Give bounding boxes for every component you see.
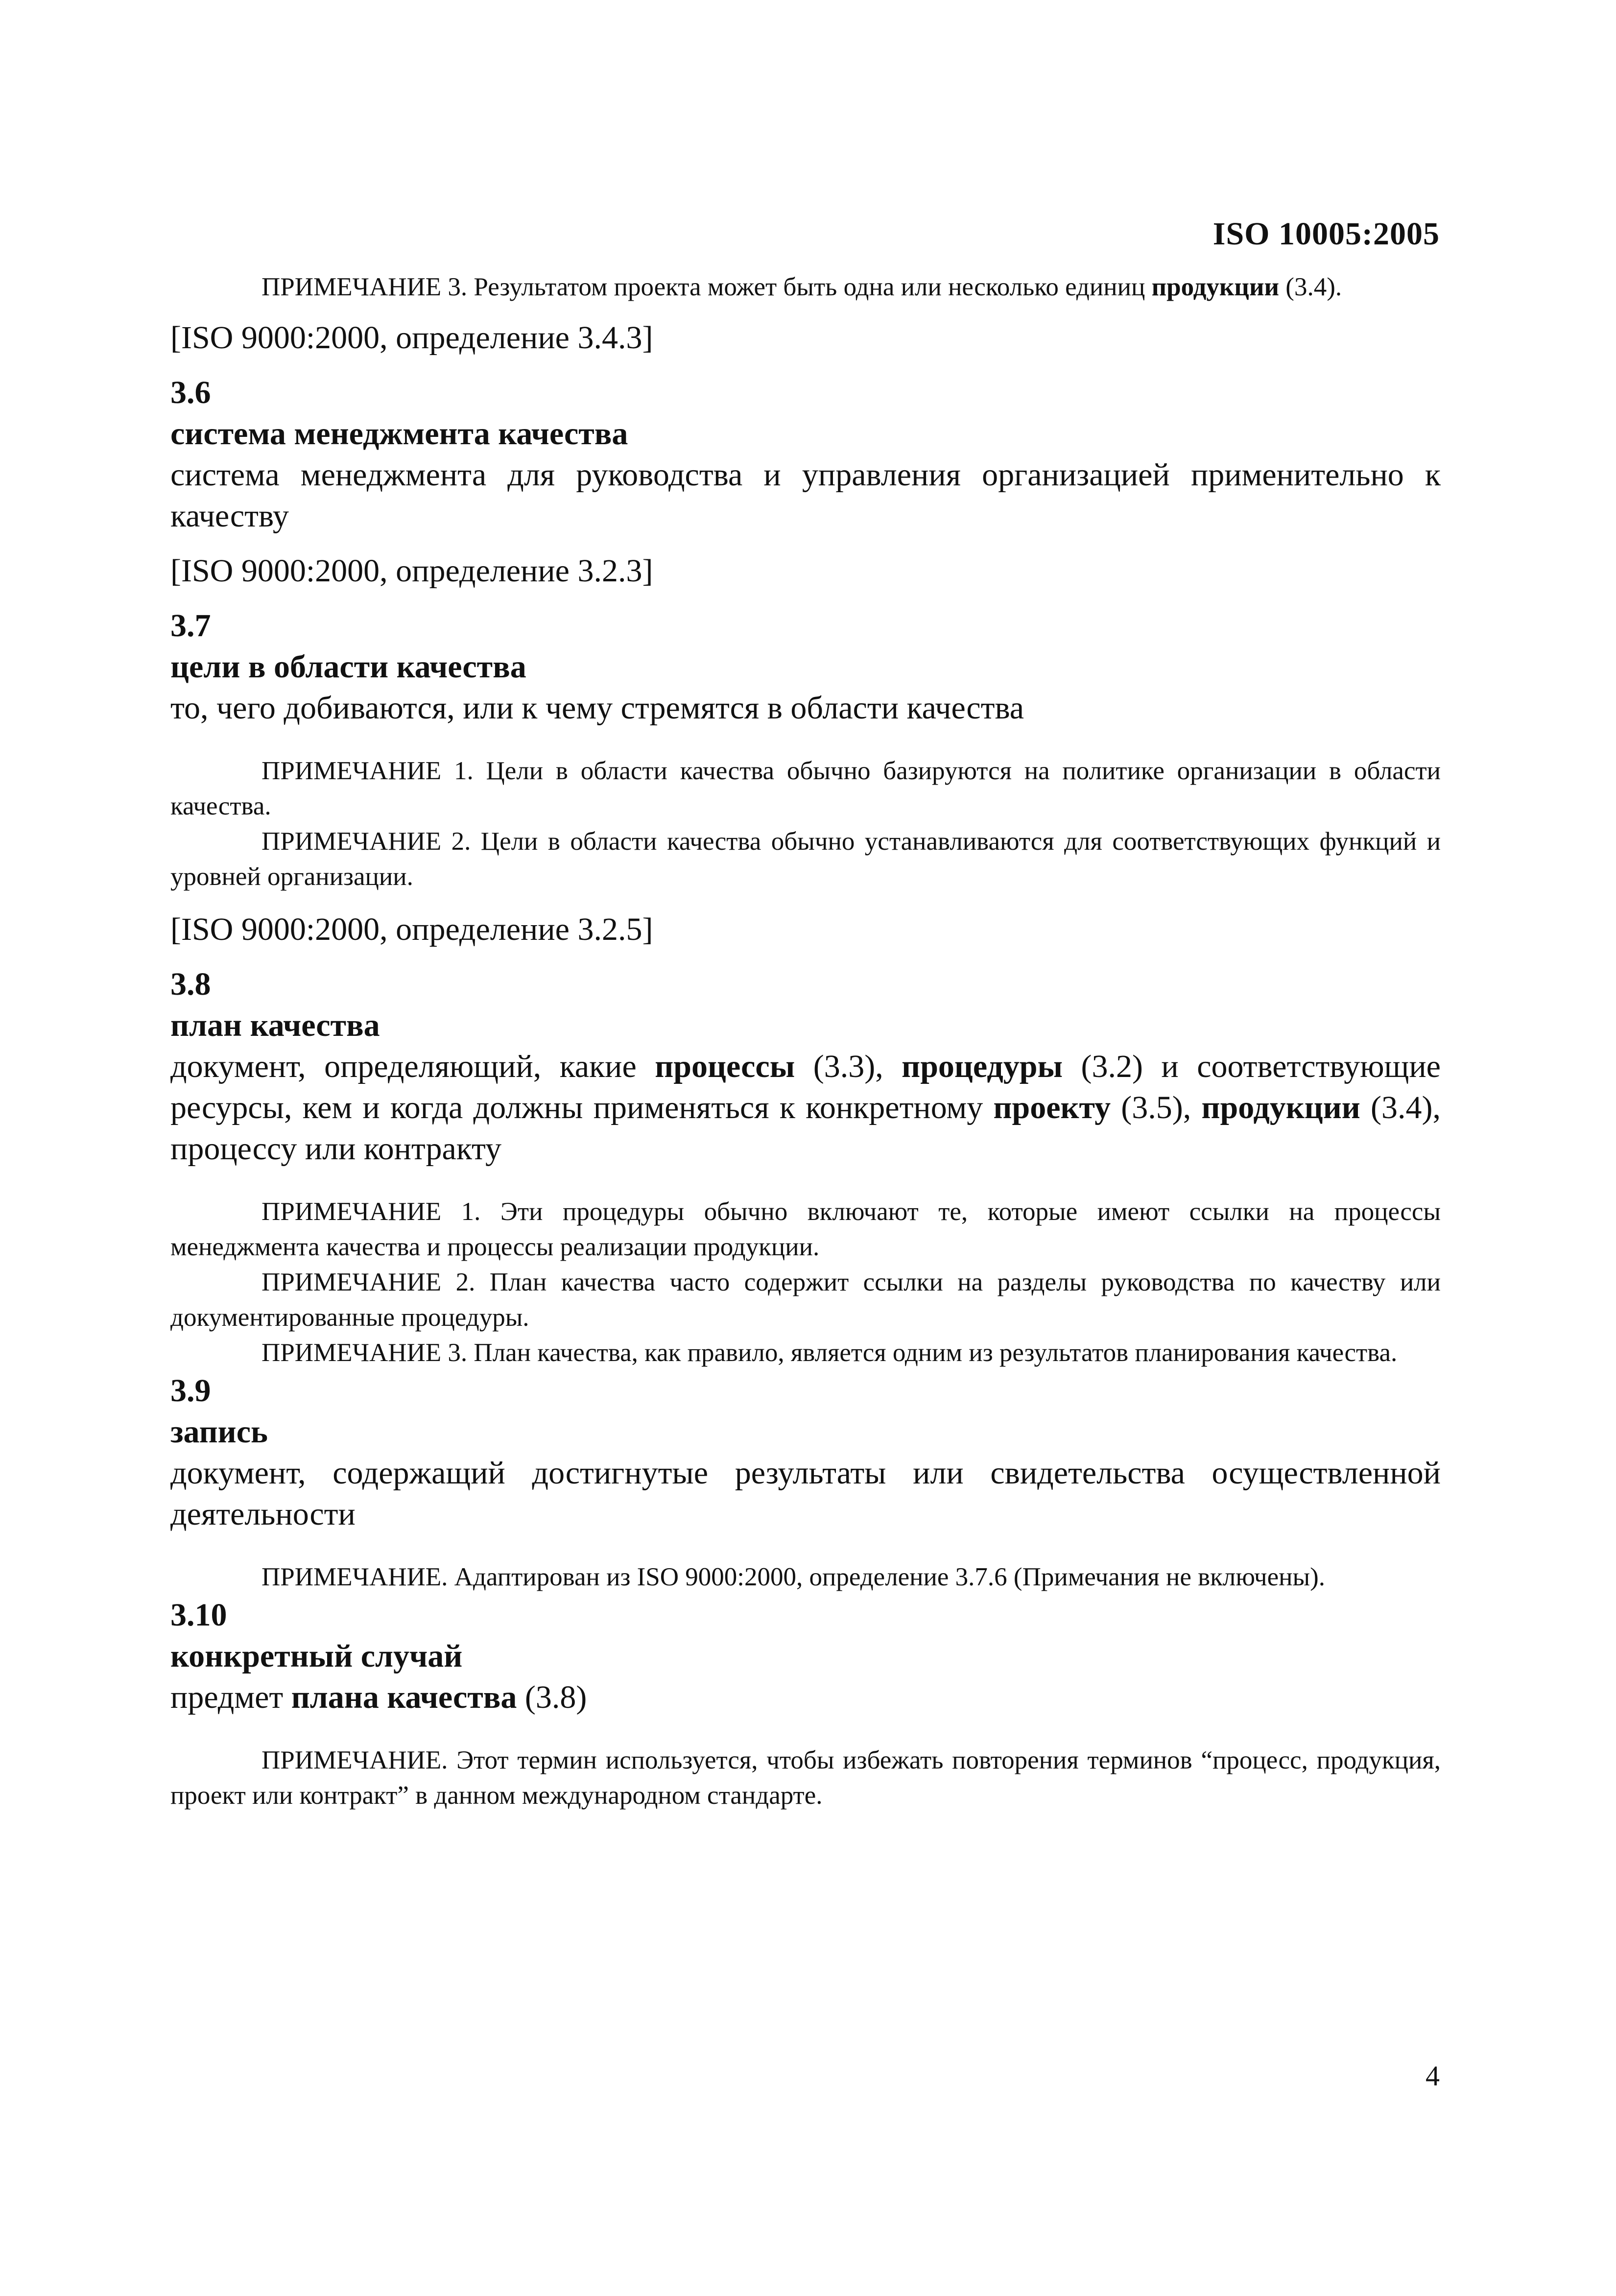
term-reference: [ISO 9000:2000, определение 3.2.5] — [170, 911, 653, 947]
term-reference: [ISO 9000:2000, определение 3.2.3] — [170, 553, 653, 589]
document-id-header: ISO 10005:2005 — [1212, 216, 1440, 252]
term-name: конкретный случай — [170, 1638, 463, 1674]
term-definition: документ, содержащий достигнутые результаты или свидетельства осуществленной деятельности — [170, 1455, 1441, 1532]
term-definition: предмет плана качества (3.8) — [170, 1679, 587, 1715]
note-3: ПРИМЕЧАНИЕ 3. План качества, как правило, является одним из результатов планирования качества. — [261, 1339, 1398, 1367]
term-number: 3.7 — [170, 608, 211, 644]
term-3-10 — [170, 1595, 1441, 1813]
page-content — [170, 269, 1441, 1813]
term-definition: документ, определяющий, какие процессы (3.3), процедуры (3.2) и соответствующие ресурсы, кем и когда должны применяться к конкретному проекту (3.5), продукции (3.4), процессу или контракту — [170, 1049, 1441, 1167]
term-3-6 — [170, 372, 1441, 592]
term-3-9 — [170, 1370, 1441, 1595]
note-2: ПРИМЕЧАНИЕ 2. План качества часто содержит ссылки на разделы руководства по качеству или документированные процедуры. — [170, 1268, 1441, 1332]
term-name: план качества — [170, 1007, 380, 1043]
term-name: запись — [170, 1414, 268, 1450]
note-2: ПРИМЕЧАНИЕ 2. Цели в области качества обычно устанавливаются для соответствующих функций и уровней организации. — [170, 827, 1441, 891]
note: ПРИМЕЧАНИЕ. Адаптирован из ISO 9000:2000, определение 3.7.6 (Примечания не включены). — [261, 1563, 1325, 1591]
page-number: 4 — [1426, 2060, 1440, 2092]
term-name: система менеджмента качества — [170, 416, 628, 452]
term-number: 3.10 — [170, 1597, 227, 1633]
term-3-8 — [170, 964, 1441, 1370]
term-number: 3.6 — [170, 375, 211, 410]
term-number: 3.8 — [170, 966, 211, 1002]
term-definition: то, чего добиваются, или к чему стремятся в области качества — [170, 690, 1024, 726]
note: ПРИМЕЧАНИЕ. Этот термин используется, чтобы избежать повторения терминов “процесс, продукция, проект или контракт” в данном международном стандарте. — [170, 1746, 1441, 1810]
reference-3-5: [ISO 9000:2000, определение 3.4.3] — [170, 320, 653, 356]
note-1: ПРИМЕЧАНИЕ 1. Цели в области качества обычно базируются на политике организации в области качества. — [170, 757, 1441, 820]
bold-term-product: продукции — [1151, 273, 1280, 301]
note-1: ПРИМЕЧАНИЕ 1. Эти процедуры обычно включают те, которые имеют ссылки на процессы менеджмента качества и процессы реализации продукции. — [170, 1197, 1441, 1261]
term-number: 3.9 — [170, 1373, 211, 1409]
term-name: цели в области качества — [170, 649, 526, 685]
term-definition: система менеджмента для руководства и управления организацией применительно к качеству — [170, 457, 1441, 534]
term-3-7 — [170, 605, 1441, 950]
note-3-5: ПРИМЕЧАНИЕ 3. Результатом проекта может быть одна или несколько единиц продукции (3.4). — [261, 273, 1342, 301]
